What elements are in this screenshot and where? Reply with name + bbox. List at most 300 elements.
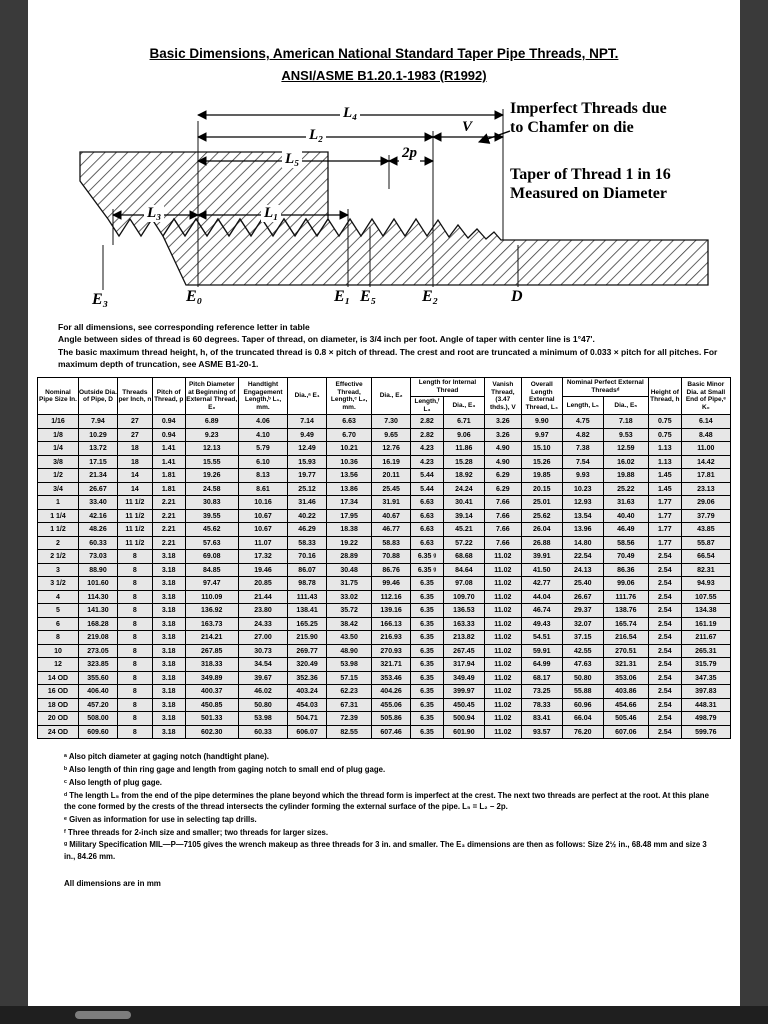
table-cell: 37.79: [681, 509, 730, 523]
table-cell: 404.26: [372, 685, 411, 699]
table-cell: 9.06: [443, 428, 484, 442]
notes-block: [58, 321, 732, 370]
table-cell: 24.58: [185, 482, 238, 496]
table-cell: 64.99: [521, 658, 562, 672]
table-cell: 448.31: [681, 698, 730, 712]
table-cell: 20.85: [238, 577, 287, 591]
table-cell: 2.21: [152, 509, 185, 523]
table-cell: 93.57: [521, 725, 562, 739]
table-cell: 101.60: [79, 577, 118, 591]
table-cell: 6.35: [411, 590, 444, 604]
table-cell: 2.54: [648, 590, 681, 604]
table-cell: 7.30: [372, 415, 411, 429]
table-cell: 11.02: [484, 644, 521, 658]
table-cell: 48.90: [327, 644, 372, 658]
table-cell: 25.40: [562, 577, 603, 591]
table-cell: 3/8: [38, 455, 79, 469]
table-cell: 60.96: [562, 698, 603, 712]
table-cell: 6.63: [411, 536, 444, 550]
table-cell: 6.35: [411, 604, 444, 618]
table-cell: 6.35: [411, 685, 444, 699]
table-cell: 8: [117, 725, 152, 739]
table-cell: 1.13: [648, 455, 681, 469]
table-cell: 40.40: [603, 509, 648, 523]
table-cell: 0.94: [152, 428, 185, 442]
table-cell: 1.41: [152, 455, 185, 469]
table-cell: 48.26: [79, 523, 118, 537]
table-cell: 11.02: [484, 590, 521, 604]
table-cell: 47.63: [562, 658, 603, 672]
table-cell: 78.33: [521, 698, 562, 712]
table-cell: 18.92: [443, 469, 484, 483]
table-cell: 58.83: [372, 536, 411, 550]
table-cell: 2.54: [648, 685, 681, 699]
table-cell: 403.24: [288, 685, 327, 699]
table-cell: 2.54: [648, 563, 681, 577]
dim-label-L4: L₄: [340, 105, 360, 122]
table-cell: 24 OD: [38, 725, 79, 739]
table-cell: 27: [117, 428, 152, 442]
table-cell: 14: [117, 482, 152, 496]
footnote: ᵇ Also length of thin ring gage and length from gaging notch to small end of plug gage.: [64, 765, 386, 775]
table-row: [38, 658, 731, 672]
table-cell: 46.29: [288, 523, 327, 537]
table-cell: 16.02: [603, 455, 648, 469]
table-cell: 505.86: [372, 712, 411, 726]
dim-label-E3: E₃: [92, 291, 109, 308]
col-header-k0: Basic Minor Dia. at Small End of Pipe,ᵉ K₀: [681, 378, 730, 415]
table-cell: 11.02: [484, 671, 521, 685]
table-cell: 14.42: [681, 455, 730, 469]
table-cell: 269.77: [288, 644, 327, 658]
table-cell: 3.26: [484, 428, 521, 442]
table-row: [38, 469, 731, 483]
table-cell: 17.15: [79, 455, 118, 469]
table-cell: 3.18: [152, 631, 185, 645]
table-cell: 23.80: [238, 604, 287, 618]
table-cell: 3: [38, 563, 79, 577]
annotation-line: Taper of Thread 1 in 16: [510, 166, 671, 183]
table-row: [38, 671, 731, 685]
table-header: [38, 378, 731, 415]
table-cell: 2: [38, 536, 79, 550]
table-cell: 13.56: [327, 469, 372, 483]
table-cell: 19.22: [327, 536, 372, 550]
table-cell: 3.26: [484, 415, 521, 429]
table-cell: 6.35: [411, 712, 444, 726]
table-cell: 454.03: [288, 698, 327, 712]
col-header-height: Height of Thread, h: [648, 378, 681, 415]
table-cell: 73.25: [521, 685, 562, 699]
table-cell: 8: [117, 712, 152, 726]
table-cell: 109.70: [443, 590, 484, 604]
table-cell: 216.93: [372, 631, 411, 645]
table-cell: 1.77: [648, 509, 681, 523]
table-cell: 8: [117, 644, 152, 658]
table-cell: 26.88: [521, 536, 562, 550]
table-cell: 457.20: [79, 698, 118, 712]
thread-diagram: [58, 97, 730, 313]
table-cell: 54.51: [521, 631, 562, 645]
col-header-l4: Overall Length External Thread, L₄: [521, 378, 562, 415]
table-cell: 82.55: [327, 725, 372, 739]
table-cell: 97.08: [443, 577, 484, 591]
table-cell: 18.38: [327, 523, 372, 537]
table-cell: 58.33: [288, 536, 327, 550]
table-cell: 6.89: [185, 415, 238, 429]
table-cell: 46.02: [238, 685, 287, 699]
table-cell: 24.13: [562, 563, 603, 577]
col-header-size: Nominal Pipe Size In.: [38, 378, 79, 415]
table-cell: 50.80: [238, 698, 287, 712]
table-cell: 0.75: [648, 415, 681, 429]
table-cell: 4.06: [238, 415, 287, 429]
table-cell: 2.54: [648, 698, 681, 712]
note-line: The basic maximum thread height, h, of the truncated thread is 0.8 × pitch of thread. The crest and root are truncated a minimum of 0.033 × pitch for all pitches. For maximum depth of truncation, see ASME B1-20-1.: [58, 346, 718, 369]
table-cell: 20.11: [372, 469, 411, 483]
col-header-l1: Handtight Engagement Length,ᵇ L₁, mm.: [238, 378, 287, 415]
dimensions-table: [37, 377, 731, 739]
annotation-line: Measured on Diameter: [510, 185, 667, 203]
table-cell: 270.93: [372, 644, 411, 658]
pipe-cross-section: [163, 219, 708, 285]
table-cell: 0.94: [152, 415, 185, 429]
table-cell: 450.85: [185, 698, 238, 712]
table-cell: 15.55: [185, 455, 238, 469]
table-cell: 165.25: [288, 617, 327, 631]
footnote: ᵃ Also pitch diameter at gaging notch (handtight plane).: [64, 752, 269, 762]
table-cell: 110.09: [185, 590, 238, 604]
dim-label-2p: 2p: [399, 145, 420, 162]
table-cell: 24.33: [238, 617, 287, 631]
all-dimensions-note: All dimensions are in mm: [64, 878, 161, 888]
table-cell: 353.46: [372, 671, 411, 685]
dim-label-L5: L₅: [282, 151, 302, 168]
table-cell: 13.86: [327, 482, 372, 496]
table-cell: 501.33: [185, 712, 238, 726]
table-cell: 28.89: [327, 550, 372, 564]
table-row: [38, 617, 731, 631]
table-cell: 8: [117, 563, 152, 577]
table-cell: 27: [117, 415, 152, 429]
table-cell: 11.02: [484, 631, 521, 645]
table-cell: 8: [117, 550, 152, 564]
table-cell: 6.10: [238, 455, 287, 469]
footnote: ᶠ Three threads for 2-inch size and smaller; two threads for larger sizes.: [64, 827, 329, 837]
table-cell: 7.66: [484, 523, 521, 537]
table-cell: 267.85: [185, 644, 238, 658]
table-row: [38, 725, 731, 739]
table-row: [38, 631, 731, 645]
table-cell: 508.00: [79, 712, 118, 726]
table-cell: 141.30: [79, 604, 118, 618]
table-cell: 11.02: [484, 617, 521, 631]
table-cell: 3.18: [152, 604, 185, 618]
table-row: [38, 577, 731, 591]
table-cell: 4.90: [484, 455, 521, 469]
table-row: [38, 523, 731, 537]
table-cell: 267.45: [443, 644, 484, 658]
table-cell: 30.83: [185, 496, 238, 510]
note-line: Angle between sides of thread is 60 degrees. Taper of thread, on diameter, is 3/4 inch per foot. Angle of taper with center line is 1°47'.: [58, 334, 595, 345]
table-cell: 10.21: [327, 442, 372, 456]
table-cell: 11.02: [484, 698, 521, 712]
table-cell: 9.49: [288, 428, 327, 442]
table-row: [38, 563, 731, 577]
table-cell: 3/4: [38, 482, 79, 496]
table-cell: 7.14: [288, 415, 327, 429]
table-cell: 498.79: [681, 712, 730, 726]
table-cell: 24.24: [443, 482, 484, 496]
table-cell: 1.77: [648, 536, 681, 550]
table-cell: 68.17: [521, 671, 562, 685]
table-cell: 8: [38, 631, 79, 645]
scrollbar-thumb[interactable]: [75, 1011, 131, 1019]
table-cell: 215.90: [288, 631, 327, 645]
table-cell: 166.13: [372, 617, 411, 631]
table-cell: 58.56: [603, 536, 648, 550]
table-row: [38, 685, 731, 699]
table-cell: 60.33: [79, 536, 118, 550]
table-cell: 114.30: [79, 590, 118, 604]
table-cell: 25.12: [288, 482, 327, 496]
table-cell: 2.54: [648, 712, 681, 726]
table-cell: 3.18: [152, 685, 185, 699]
table-cell: 3.18: [152, 617, 185, 631]
table-cell: 25.01: [521, 496, 562, 510]
table-cell: 46.74: [521, 604, 562, 618]
table-cell: 31.75: [327, 577, 372, 591]
table-cell: 8: [117, 617, 152, 631]
table-cell: 30.73: [238, 644, 287, 658]
col-header-e3: Dia., E₃: [443, 396, 484, 415]
table-cell: 2.54: [648, 631, 681, 645]
table-cell: 2 1/2: [38, 550, 79, 564]
table-cell: 323.85: [79, 658, 118, 672]
table-row: [38, 550, 731, 564]
col-header-od: Outside Dia. of Pipe, D: [79, 378, 118, 415]
table-cell: 4.90: [484, 442, 521, 456]
table-cell: 70.16: [288, 550, 327, 564]
table-cell: 315.79: [681, 658, 730, 672]
table-cell: 38.42: [327, 617, 372, 631]
col-header-l3: Length,ᶠ L₃: [411, 396, 444, 415]
table-cell: 16.19: [372, 455, 411, 469]
table-cell: 1/16: [38, 415, 79, 429]
table-row: [38, 604, 731, 618]
table-cell: 6.63: [411, 496, 444, 510]
table-cell: 11.07: [238, 536, 287, 550]
table-cell: 29.37: [562, 604, 603, 618]
table-cell: 15.10: [521, 442, 562, 456]
table-cell: 21.34: [79, 469, 118, 483]
dim-label-E0: E₀: [186, 288, 203, 305]
table-cell: 111.76: [603, 590, 648, 604]
table-cell: 19.26: [185, 469, 238, 483]
table-cell: 5.44: [411, 482, 444, 496]
table-row: [38, 415, 731, 429]
table-cell: 25.45: [372, 482, 411, 496]
footnote: ᶜ Also length of plug gage.: [64, 777, 162, 787]
table-cell: 6.35: [411, 631, 444, 645]
table-cell: 12: [38, 658, 79, 672]
table-row: [38, 698, 731, 712]
table-cell: 349.49: [443, 671, 484, 685]
table-cell: 265.31: [681, 644, 730, 658]
table-cell: 3.18: [152, 550, 185, 564]
table-cell: 504.71: [288, 712, 327, 726]
table-cell: 1: [38, 496, 79, 510]
table-cell: 5.44: [411, 469, 444, 483]
table-cell: 2.54: [648, 550, 681, 564]
table-cell: 19.77: [288, 469, 327, 483]
table-cell: 1.77: [648, 523, 681, 537]
table-cell: 8: [117, 604, 152, 618]
table-cell: 39.55: [185, 509, 238, 523]
table-cell: 18: [117, 455, 152, 469]
table-row: [38, 496, 731, 510]
table-cell: 59.91: [521, 644, 562, 658]
table-cell: 84.85: [185, 563, 238, 577]
table-cell: 82.31: [681, 563, 730, 577]
table-cell: 18: [117, 442, 152, 456]
table-cell: 6.35: [411, 658, 444, 672]
table-cell: 599.76: [681, 725, 730, 739]
table-cell: 347.35: [681, 671, 730, 685]
table-cell: 70.49: [603, 550, 648, 564]
table-cell: 8.13: [238, 469, 287, 483]
table-cell: 12.59: [603, 442, 648, 456]
table-cell: 320.49: [288, 658, 327, 672]
table-cell: 4.82: [562, 428, 603, 442]
col-header-l2: Effective Thread, Length,ᶜ L₂, mm.: [327, 378, 372, 415]
table-cell: 317.94: [443, 658, 484, 672]
table-cell: 4.23: [411, 455, 444, 469]
table-cell: 112.16: [372, 590, 411, 604]
table-cell: 11.86: [443, 442, 484, 456]
table-cell: 26.04: [521, 523, 562, 537]
table-cell: 406.40: [79, 685, 118, 699]
dim-label-E5: E₅: [360, 288, 377, 305]
table-cell: 17.95: [327, 509, 372, 523]
col-header-perfect-group: Nominal Perfect External Threadsᵈ: [562, 378, 648, 397]
table-cell: 219.08: [79, 631, 118, 645]
table-cell: 41.50: [521, 563, 562, 577]
viewer-bottom-bar: [0, 1006, 768, 1024]
table-cell: 11.02: [484, 685, 521, 699]
table-cell: 10.23: [562, 482, 603, 496]
table-row: [38, 442, 731, 456]
table-cell: 2.82: [411, 415, 444, 429]
table-cell: 5: [38, 604, 79, 618]
table-cell: 70.88: [372, 550, 411, 564]
table-cell: 10.36: [327, 455, 372, 469]
table-cell: 19.88: [603, 469, 648, 483]
table-cell: 31.63: [603, 496, 648, 510]
table-cell: 163.73: [185, 617, 238, 631]
note-line: For all dimensions, see corresponding reference letter in table: [58, 322, 310, 332]
table-cell: 11.02: [484, 712, 521, 726]
table-cell: 25.22: [603, 482, 648, 496]
table-cell: 33.40: [79, 496, 118, 510]
table-cell: 455.06: [372, 698, 411, 712]
table-cell: 6.63: [327, 415, 372, 429]
table-cell: 12.13: [185, 442, 238, 456]
table-cell: 211.67: [681, 631, 730, 645]
col-header-l5: Length, L₅: [562, 396, 603, 415]
table-cell: 6: [38, 617, 79, 631]
table-cell: 33.02: [327, 590, 372, 604]
table-cell: 30.41: [443, 496, 484, 510]
table-cell: 601.90: [443, 725, 484, 739]
table-cell: 7.66: [484, 496, 521, 510]
table-cell: 18 OD: [38, 698, 79, 712]
table-cell: 2.54: [648, 577, 681, 591]
table-cell: 13.54: [562, 509, 603, 523]
table-cell: 94.93: [681, 577, 730, 591]
table-row: [38, 536, 731, 550]
table-cell: 55.88: [562, 685, 603, 699]
table-cell: 86.07: [288, 563, 327, 577]
table-cell: 318.33: [185, 658, 238, 672]
table-cell: 69.08: [185, 550, 238, 564]
table-cell: 6.35 ᵍ: [411, 563, 444, 577]
table-cell: 2.54: [648, 725, 681, 739]
table-cell: 168.28: [79, 617, 118, 631]
table-cell: 37.15: [562, 631, 603, 645]
table-cell: 9.97: [521, 428, 562, 442]
table-cell: 6.35: [411, 617, 444, 631]
table-cell: 6.35: [411, 671, 444, 685]
table-row: [38, 428, 731, 442]
table-cell: 139.16: [372, 604, 411, 618]
table-cell: 11 1/2: [117, 536, 152, 550]
table-cell: 15.28: [443, 455, 484, 469]
col-header-e1: Dia.,ᵃ E₁: [288, 378, 327, 415]
table-cell: 1.81: [152, 482, 185, 496]
footnote: ᵉ Given as information for use in selecting tap drills.: [64, 814, 257, 824]
table-cell: 14 OD: [38, 671, 79, 685]
table-cell: 49.43: [521, 617, 562, 631]
table-cell: 1.41: [152, 442, 185, 456]
table-cell: 273.05: [79, 644, 118, 658]
dim-label-E2: E₂: [422, 288, 439, 305]
table-cell: 214.21: [185, 631, 238, 645]
table-cell: 400.37: [185, 685, 238, 699]
table-cell: 10.67: [238, 523, 287, 537]
table-cell: 62.23: [327, 685, 372, 699]
table-cell: 45.21: [443, 523, 484, 537]
table-cell: 1.45: [648, 469, 681, 483]
table-cell: 602.30: [185, 725, 238, 739]
table-cell: 107.55: [681, 590, 730, 604]
table-row: [38, 509, 731, 523]
table-cell: 9.65: [372, 428, 411, 442]
table-cell: 8: [117, 658, 152, 672]
table-cell: 17.34: [327, 496, 372, 510]
table-cell: 10: [38, 644, 79, 658]
table-cell: 134.38: [681, 604, 730, 618]
table-cell: 1.77: [648, 496, 681, 510]
table-cell: 136.92: [185, 604, 238, 618]
table-cell: 16 OD: [38, 685, 79, 699]
table-cell: 13.72: [79, 442, 118, 456]
table-cell: 136.53: [443, 604, 484, 618]
table-cell: 10.67: [238, 509, 287, 523]
table-row: [38, 455, 731, 469]
table-cell: 13.96: [562, 523, 603, 537]
col-header-e0: Pitch Diameter at Beginning of External Thread, E₀: [185, 378, 238, 415]
